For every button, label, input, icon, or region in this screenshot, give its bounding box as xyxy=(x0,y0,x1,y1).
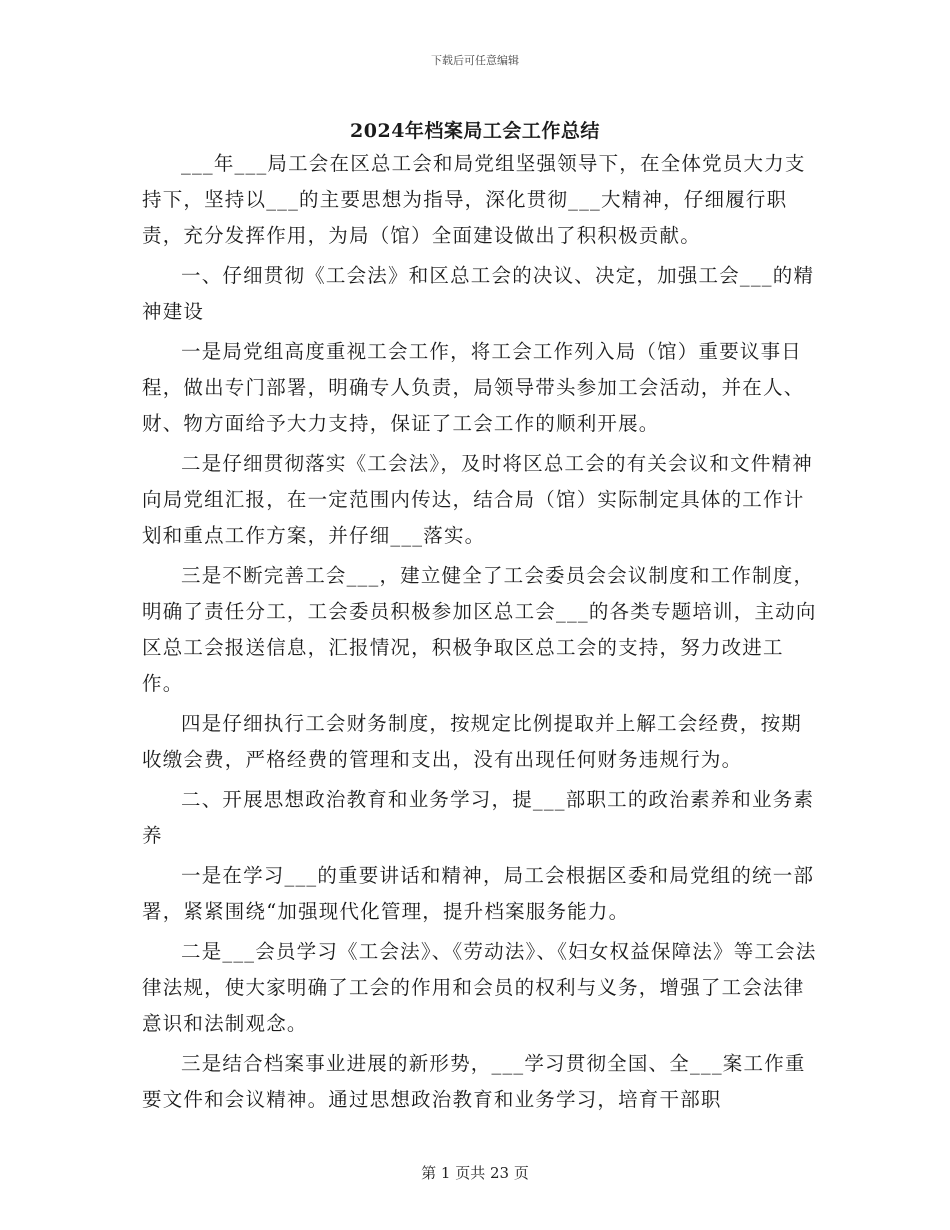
header-note: 下载后可任意编辑 xyxy=(431,54,519,67)
document-title: 2024年档案局工会工作总结 xyxy=(350,120,600,142)
body-paragraph: ___年___局工会在区总工会和局党组坚强领导下，在全体党员大力支持下，坚持以___的主要思想为指导，深化贯彻___大精神，仔细履行职责，充分发挥作用，为局（馆）全面建设做出了积积极贡献。 xyxy=(142,152,806,247)
body-paragraph: 一是局党组高度重视工会工作，将工会工作列入局（馆）重要议事日程，做出专门部署，明确专人负责，局领导带头参加工会活动，并在人、财、物方面给予大力支持，保证了工会工作的顺利开展。 xyxy=(142,340,805,435)
page-footer: 第 1 页共 23 页 xyxy=(421,1164,529,1182)
document-body xyxy=(142,146,818,1122)
body-paragraph: 四是仔细执行工会财务制度，按规定比例提取并上解工会经费，按期收缴会费，严格经费的管理和支出，没有出现任何财务违规行为。 xyxy=(142,712,803,771)
body-paragraph: 二是仔细贯彻落实《工会法》，及时将区总工会的有关会议和文件精神向局党组汇报，在一定范围内传达，结合局（馆）实际制定具体的工作计划和重点工作方案，并仔细___落实。 xyxy=(142,452,813,547)
section-heading: 二、开展思想政治教育和业务学习，提___部职工的政治素养和业务素养 xyxy=(142,788,815,847)
body-paragraph: 二是___会员学习《工会法》、《劳动法》、《妇女权益保障法》等工会法律法规，使大家明确了工会的作用和会员的权利与义务，增强了工会法律意识和法制观念。 xyxy=(142,940,817,1035)
section-heading: 一、仔细贯彻《工会法》和区总工会的决议、决定，加强工会___的精神建设 xyxy=(142,264,815,323)
body-paragraph: 三是不断完善工会___，建立健全了工会委员会会议制度和工作制度，明确了责任分工，工会委员积极参加区总工会___的各类专题培训，主动向区总工会报送信息，汇报情况，积极争取区总工会的支持，努力改进工作。 xyxy=(142,564,817,695)
body-paragraph: 一是在学习___的重要讲话和精神，局工会根据区委和局党组的统一部署，紧紧围绕“加强现代化管理，提升档案服务能力。 xyxy=(142,864,815,923)
body-paragraph: 三是结合档案事业进展的新形势，___学习贯彻全国、全___案工作重要文件和会议精神。通过思想政治教育和业务学习，培育干部职 xyxy=(142,1052,806,1111)
